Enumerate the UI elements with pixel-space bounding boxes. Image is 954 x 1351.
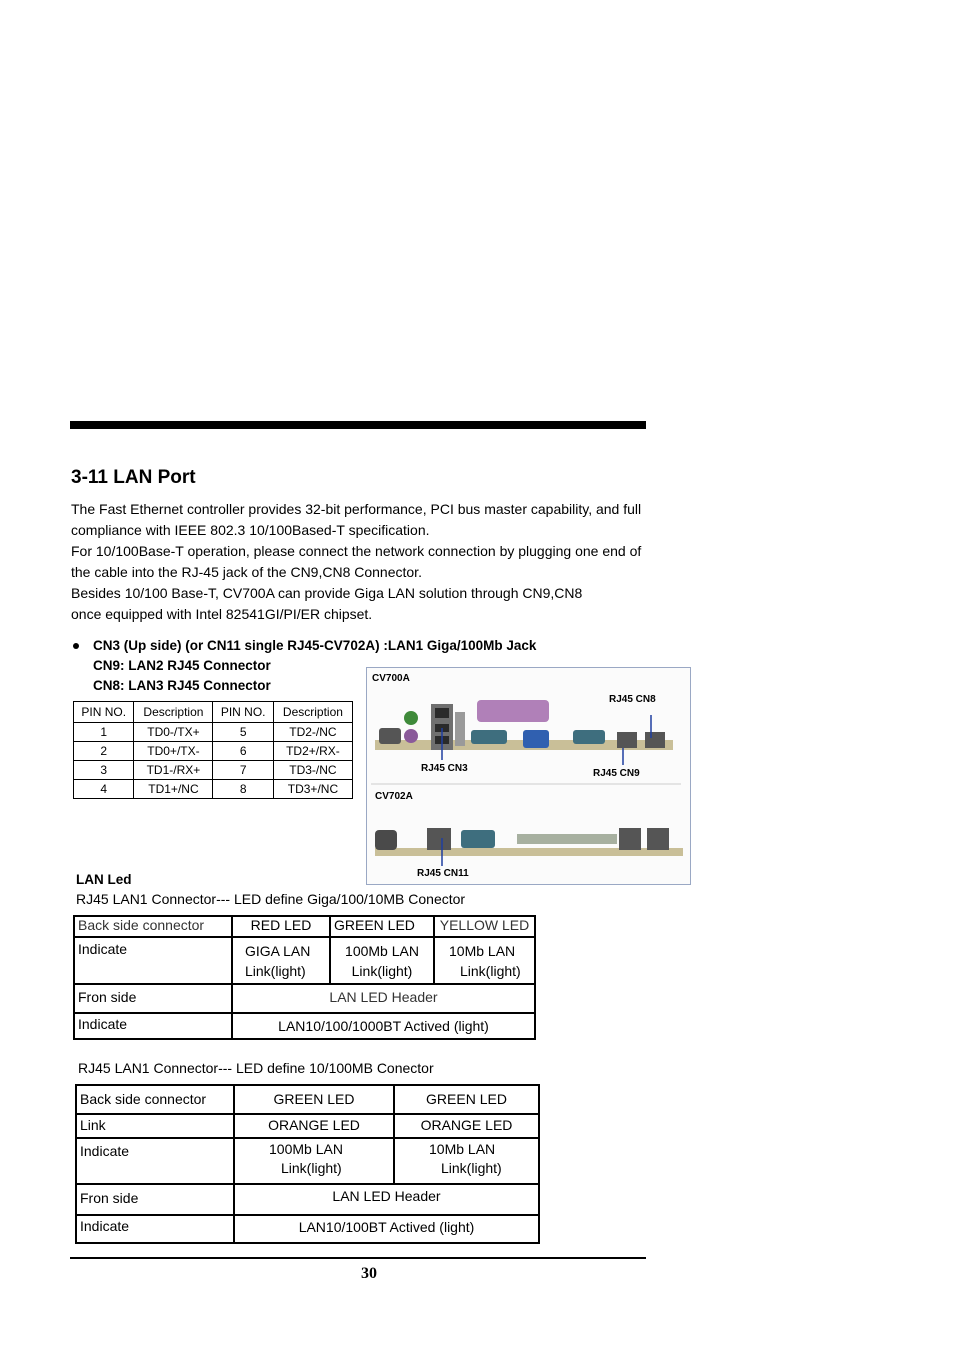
table-cell: LAN10/100/1000BT Actived (light): [232, 1013, 535, 1039]
led-table-giga: [73, 915, 536, 1040]
audio-port: [379, 728, 401, 744]
rj45-cn9-port: [617, 732, 637, 748]
header-cell: GREEN LED: [330, 916, 434, 937]
header-cell: YELLOW LED: [434, 916, 535, 937]
paragraph-line: For 10/100Base-T operation, please connect the network connection by plugging one end of: [71, 543, 642, 559]
serial-port: [471, 730, 507, 744]
table-cell: TD1-/RX+: [134, 761, 213, 780]
cell-line: Link(light): [460, 963, 521, 979]
lan-led-heading: LAN Led: [76, 872, 132, 887]
bullet-icon: [73, 643, 79, 649]
table-cell: 5: [213, 723, 273, 742]
table-row: [74, 984, 535, 1013]
rj45-port-b2: [647, 828, 669, 850]
table-cell: Indicate: [76, 1215, 234, 1243]
header-cell: GREEN LED: [394, 1085, 539, 1114]
rj45-port-b1: [619, 828, 641, 850]
table-cell: [232, 937, 330, 984]
header-cell: PIN NO.: [213, 702, 273, 723]
header-cell: Back side connector: [76, 1085, 234, 1114]
table-row: [76, 1138, 539, 1184]
table-row: [76, 1184, 539, 1215]
table-row: [76, 1215, 539, 1243]
led-table-100mb: [75, 1084, 540, 1244]
table-cell: 2: [74, 742, 134, 761]
table-row: [74, 761, 353, 780]
audio-port-2: [375, 830, 397, 850]
table-cell: TD0+/TX-: [134, 742, 213, 761]
cell-line: Link(light): [351, 963, 413, 979]
table-cell: LAN10/100BT Actived (light): [234, 1215, 539, 1243]
table-cell: ORANGE LED: [394, 1114, 539, 1138]
footer-rule: [70, 1257, 646, 1259]
cell-line: 10Mb LAN: [449, 943, 516, 959]
table-row: [74, 742, 353, 761]
parallel-port: [477, 700, 549, 722]
table-cell: TD2+/RX-: [273, 742, 352, 761]
paragraph-line: The Fast Ethernet controller provides 32-bit performance, PCI bus master capability, and full: [71, 501, 642, 517]
table-cell: Indicate: [74, 1013, 232, 1039]
header-cell: Description: [273, 702, 352, 723]
board-label-cv702a: CV702A: [375, 791, 413, 802]
table-cell: TD3+/NC: [273, 780, 352, 799]
table-row: [74, 780, 353, 799]
label-rj45-cn11: RJ45 CN11: [417, 868, 469, 879]
cell-line: Link(light): [245, 963, 306, 979]
page-number: 30: [361, 1265, 377, 1282]
table-cell: ORANGE LED: [234, 1114, 394, 1138]
serial-port-2: [573, 730, 605, 744]
header-cell: PIN NO.: [74, 702, 134, 723]
table-cell: Indicate: [74, 937, 232, 984]
cell-line: Link(light): [441, 1160, 502, 1176]
cell-line: GIGA LAN: [245, 943, 311, 959]
table-cell: Fron side: [74, 984, 232, 1013]
paragraph-line: Besides 10/100 Base-T, CV700A can provide Giga LAN solution through CN9,CN8: [71, 585, 583, 601]
table-cell: Fron side: [76, 1184, 234, 1215]
header-cell: RED LED: [232, 916, 330, 937]
bullet-line-cn9: CN9: LAN2 RJ45 Connector: [93, 658, 271, 673]
rj45-cn8-port: [645, 732, 665, 748]
table-cell: 4: [74, 780, 134, 799]
section-top-rule: [70, 421, 646, 429]
table-header-row: [74, 702, 353, 723]
table-cell: 8: [213, 780, 273, 799]
table-cell: Indicate: [76, 1138, 234, 1184]
led-caption-giga: RJ45 LAN1 Connector--- LED define Giga/100/10MB Conector: [76, 891, 466, 907]
cell-line: Link(light): [281, 1160, 342, 1176]
label-rj45-cn9: RJ45 CN9: [593, 768, 640, 779]
intro-paragraph: [71, 499, 671, 625]
pcb-components: [517, 834, 617, 844]
table-cell: [394, 1138, 539, 1184]
bullet-line-cn8: CN8: LAN3 RJ45 Connector: [93, 678, 271, 693]
table-cell: 6: [213, 742, 273, 761]
cell-line: 10Mb LAN: [429, 1141, 496, 1157]
table-cell: [434, 937, 535, 984]
table-row: [74, 723, 353, 742]
table-cell: TD3-/NC: [273, 761, 352, 780]
paragraph-line: the cable into the RJ-45 jack of the CN9,CN8 Connector.: [71, 564, 422, 580]
table-row: [76, 1114, 539, 1138]
table-cell: 7: [213, 761, 273, 780]
bullet-line-cn3: CN3 (Up side) (or CN11 single RJ45-CV702A) :LAN1 Giga/100Mb Jack: [93, 638, 537, 653]
led-caption-100mb: RJ45 LAN1 Connector--- LED define 10/100MB Conector: [78, 1060, 434, 1076]
paragraph-line: compliance with IEEE 802.3 10/100Based-T specification.: [71, 522, 430, 538]
cell-line: 100Mb LAN: [345, 943, 419, 959]
table-cell: TD0-/TX+: [134, 723, 213, 742]
label-rj45-cn8: RJ45 CN8: [609, 694, 656, 705]
table-cell: LAN LED Header: [234, 1184, 539, 1215]
board-label-cv700a: CV700A: [372, 673, 410, 684]
ps2-green-port: [404, 711, 418, 725]
cell-line: 100Mb LAN: [269, 1141, 343, 1157]
table-cell: TD1+/NC: [134, 780, 213, 799]
table-cell: 3: [74, 761, 134, 780]
table-cell: 1: [74, 723, 134, 742]
ps2-purple-port: [404, 729, 418, 743]
rj45-cn11-port: [427, 828, 451, 850]
table-cell: LAN LED Header: [232, 984, 535, 1013]
table-row: [74, 937, 535, 984]
table-header-row: [76, 1085, 539, 1114]
table-header-row: [74, 916, 535, 937]
table-row: [74, 1013, 535, 1039]
serial-port-3: [461, 830, 495, 848]
header-cell: Back side connector: [74, 916, 232, 937]
connector-figure: [366, 667, 691, 885]
vga-port: [523, 730, 549, 748]
pin-table: [73, 701, 353, 799]
usb-stack: [455, 712, 465, 746]
header-cell: Description: [134, 702, 213, 723]
header-cell: GREEN LED: [234, 1085, 394, 1114]
table-cell: TD2-/NC: [273, 723, 352, 742]
table-cell: [234, 1138, 394, 1184]
section-title: 3-11 LAN Port: [71, 467, 196, 488]
label-rj45-cn3: RJ45 CN3: [421, 763, 468, 774]
table-cell: [330, 937, 434, 984]
paragraph-line: once equipped with Intel 82541GI/PI/ER chipset.: [71, 606, 373, 622]
table-cell: Link: [76, 1114, 234, 1138]
